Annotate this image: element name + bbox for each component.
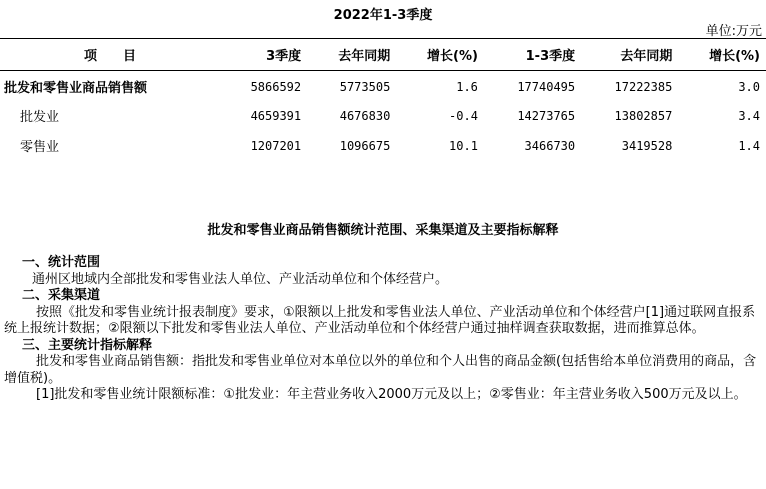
explanation-notes (4, 255, 762, 404)
table-title: 2022年1-3季度 (333, 8, 433, 23)
table-cell: 3466730 (524, 138, 576, 153)
column-header-q3-growth: 增长(%) (396, 39, 484, 71)
table-cell: 4676830 (339, 108, 391, 123)
table-cell: 10.1 (449, 138, 478, 153)
table-cell: 17222385 (614, 79, 673, 94)
table-cell: 14273765 (517, 108, 576, 123)
row-label: 批发业 (20, 110, 60, 125)
table-cell: 3.4 (738, 108, 760, 123)
row-label: 零售业 (20, 140, 60, 155)
column-header-q3: 3季度 (220, 39, 307, 71)
table-cell: 3.0 (738, 79, 760, 94)
table-cell: 1096675 (339, 138, 391, 153)
table-cell: 5773505 (339, 79, 391, 94)
section-paragraph: 批发和零售业商品销售额：指批发和零售业单位对本单位以外的单位和个人出售的商品金额(包括售给本单位消费用的商品，含增值税)。 (4, 354, 757, 386)
column-header-item: 项 目 (0, 39, 220, 71)
table-cell: 4659391 (250, 108, 302, 123)
table-cell: 17740495 (517, 79, 576, 94)
row-label: 批发和零售业商品销售额 (4, 81, 148, 97)
column-header-q1-q3-growth: 增长(%) (678, 39, 766, 71)
unit-label: 单位:万元 (705, 24, 762, 39)
table-cell: 1.4 (738, 138, 760, 153)
table-cell: 3419528 (621, 138, 673, 153)
section-heading-definitions: 三、主要统计指标解释 (22, 337, 153, 353)
table-cell: 5866592 (250, 79, 302, 94)
section-paragraph: 通州区地域内全部批发和零售业法人单位、产业活动单位和个体经营户。 (32, 271, 449, 287)
sales-table (0, 38, 766, 161)
section-heading-channel: 二、采集渠道 (22, 288, 101, 303)
table-row (0, 101, 766, 131)
footnote: [1]批发和零售业统计限额标准：①批发业：年主营业务收入2000万元及以上；②零售业：年主营业务收入500万元及以上。 (36, 387, 747, 402)
table-row (0, 131, 766, 161)
table-cell: -0.4 (449, 108, 478, 123)
table-row (0, 71, 766, 101)
column-header-q1-q3-last-year: 去年同期 (581, 39, 678, 71)
section-heading-scope: 一、统计范围 (22, 255, 101, 270)
table-cell: 13802857 (614, 108, 673, 123)
table-header-row (0, 39, 766, 71)
table-cell: 1207201 (250, 138, 302, 153)
column-header-q1-q3: 1-3季度 (484, 39, 581, 71)
column-header-q3-last-year: 去年同期 (307, 39, 396, 71)
table-cell: 1.6 (456, 79, 478, 94)
explanation-title: 批发和零售业商品销售额统计范围、采集渠道及主要指标解释 (207, 223, 559, 238)
section-paragraph: 按照《批发和零售业统计报表制度》要求，①限额以上批发和零售业法人单位、产业活动单位和个体经营户[1]通过联网直报系统上报统计数据；②限额以下批发和零售业法人单位、产业活动单位和个体经营户通过抽样调查获取数据，进而推算总体。 (4, 304, 756, 336)
